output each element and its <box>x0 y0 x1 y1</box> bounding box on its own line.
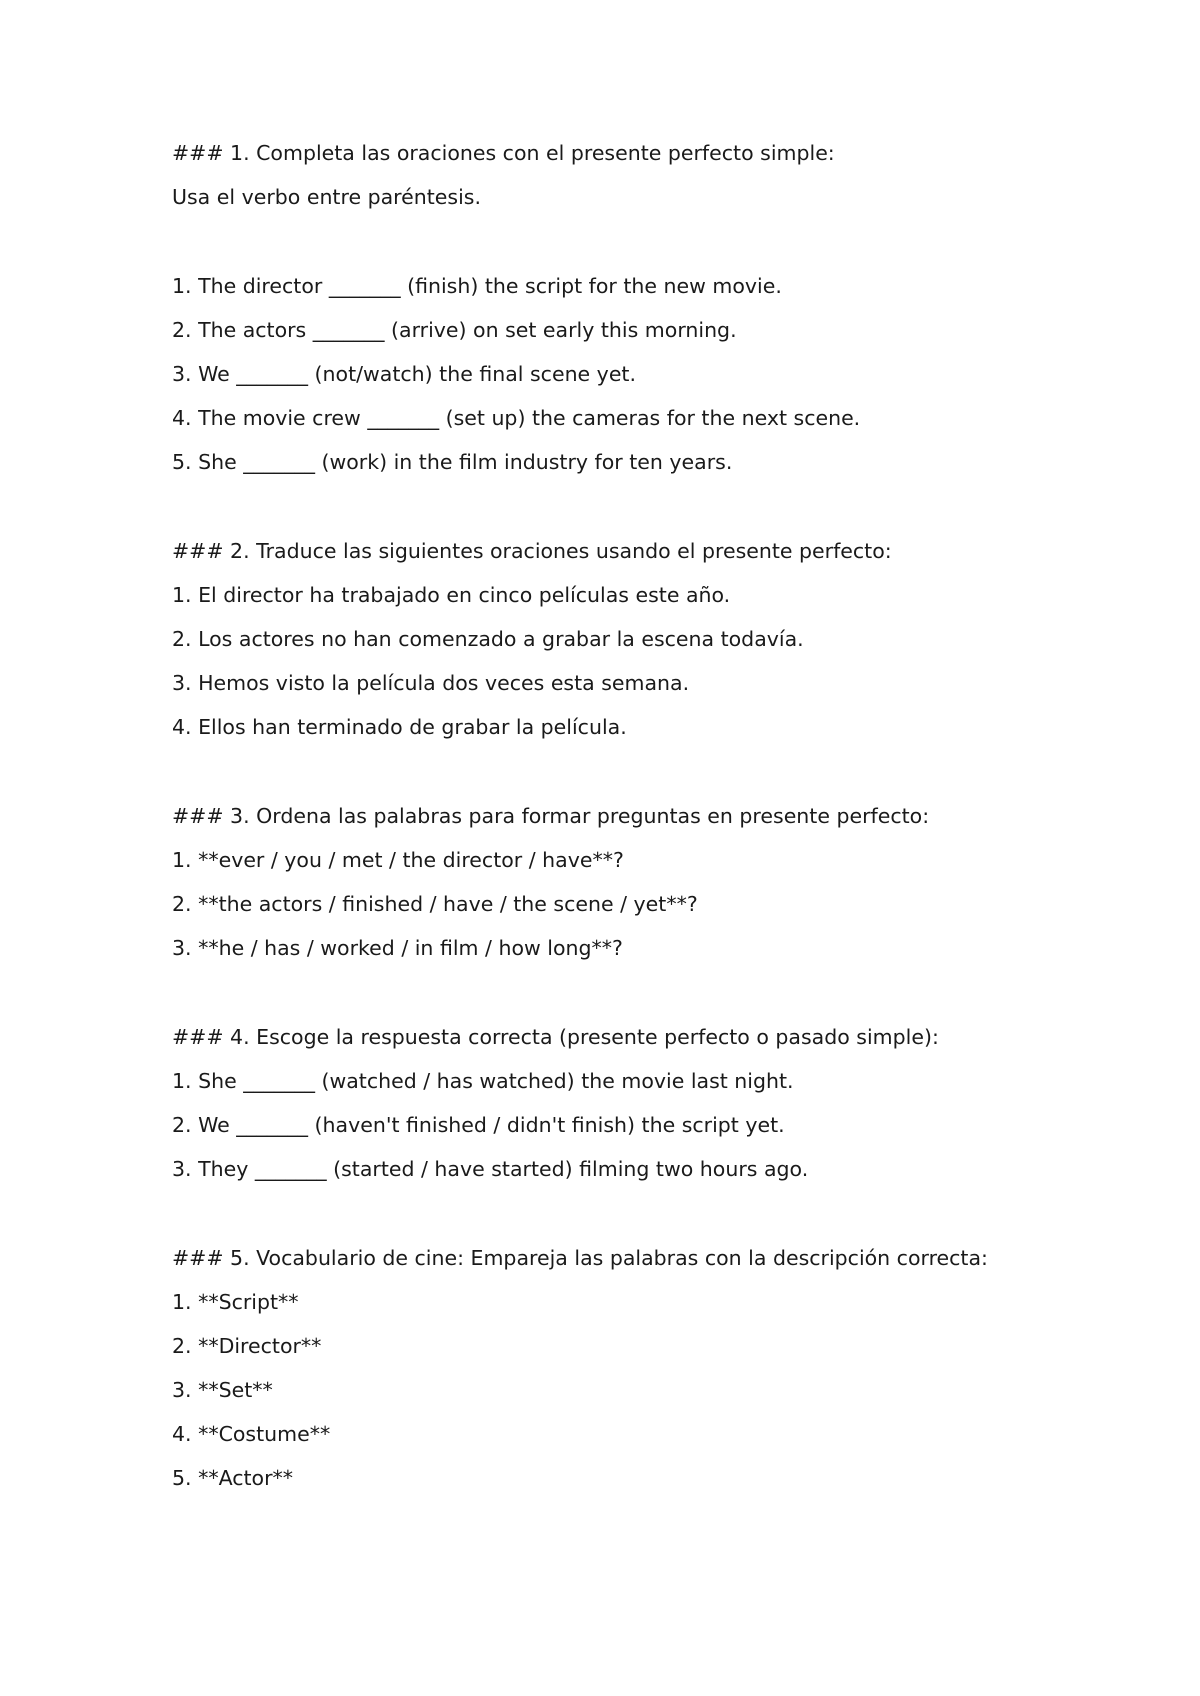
section-5 <box>172 1245 1032 1492</box>
section-heading: ### 3. Ordena las palabras para formar preguntas en presente perfecto: <box>172 804 930 828</box>
exercise-item: 2. Los actores no han comenzado a grabar la escena todavía. <box>172 627 804 651</box>
spacer <box>172 1200 1032 1245</box>
section-3 <box>172 803 1032 962</box>
section-heading: ### 2. Traduce las siguientes oraciones usando el presente perfecto: <box>172 539 892 563</box>
exercise-item: 2. **the actors / finished / have / the scene / yet**? <box>172 892 698 916</box>
vocabulary-item: 3. **Set** <box>172 1378 273 1402</box>
exercise-item: 2. We _______ (haven't finished / didn't finish) the script yet. <box>172 1113 785 1137</box>
exercise-item: 1. El director ha trabajado en cinco películas este año. <box>172 583 731 607</box>
vocabulary-item: 2. **Director** <box>172 1334 322 1358</box>
exercise-item: 3. Hemos visto la película dos veces esta semana. <box>172 671 690 695</box>
vocabulary-item: 1. **Script** <box>172 1290 299 1314</box>
section-1 <box>172 140 1032 476</box>
exercise-item: 2. The actors _______ (arrive) on set early this morning. <box>172 318 737 342</box>
spacer <box>172 228 1032 273</box>
exercise-item: 3. They _______ (started / have started) filming two hours ago. <box>172 1157 809 1181</box>
exercise-item: 5. She _______ (work) in the film industry for ten years. <box>172 450 733 474</box>
spacer <box>172 493 1032 538</box>
exercise-item: 1. The director _______ (finish) the script for the new movie. <box>172 274 782 298</box>
section-subheading: Usa el verbo entre paréntesis. <box>172 185 481 209</box>
section-2 <box>172 538 1032 741</box>
section-4 <box>172 1024 1032 1183</box>
exercise-item: 3. **he / has / worked / in film / how long**? <box>172 936 623 960</box>
exercise-item: 4. Ellos han terminado de grabar la película. <box>172 715 627 739</box>
section-heading: ### 4. Escoge la respuesta correcta (presente perfecto o pasado simple): <box>172 1025 939 1049</box>
spacer <box>172 979 1032 1024</box>
exercise-item: 1. She _______ (watched / has watched) the movie last night. <box>172 1069 794 1093</box>
vocabulary-item: 4. **Costume** <box>172 1422 331 1446</box>
section-heading: ### 1. Completa las oraciones con el presente perfecto simple: <box>172 141 835 165</box>
section-heading: ### 5. Vocabulario de cine: Empareja las palabras con la descripción correcta: <box>172 1246 988 1270</box>
exercise-item: 4. The movie crew _______ (set up) the cameras for the next scene. <box>172 406 861 430</box>
exercise-item: 3. We _______ (not/watch) the final scene yet. <box>172 362 636 386</box>
spacer <box>172 758 1032 803</box>
document-content <box>172 140 1032 1509</box>
exercise-item: 1. **ever / you / met / the director / have**? <box>172 848 624 872</box>
vocabulary-item: 5. **Actor** <box>172 1466 294 1490</box>
